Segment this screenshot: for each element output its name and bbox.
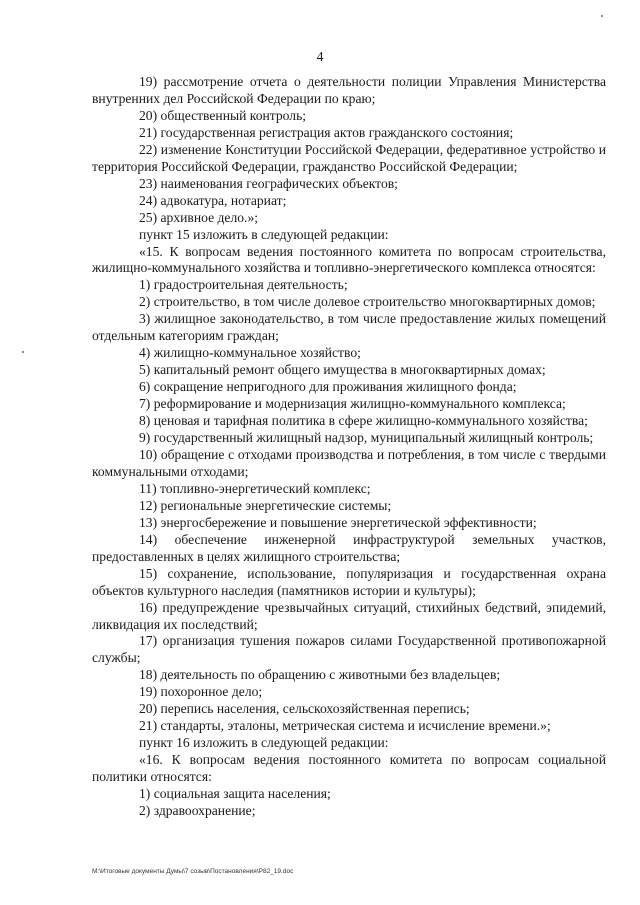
paragraph: 23) наименования географических объектов; bbox=[139, 175, 398, 191]
paragraph: пункт 16 изложить в следующей редакции: bbox=[139, 735, 389, 751]
paragraph: 25) архивное дело.»; bbox=[139, 209, 259, 225]
paragraph: 16) предупреждение чрезвычайных ситуаций, стихийных бедствий, эпидемий, ликвидация их последствий; bbox=[92, 599, 606, 632]
document-body bbox=[92, 74, 606, 820]
paragraph: 22) изменение Конституции Российской Федерации, федеративное устройство и территория Российской Федерации, гражданство Российской Федерации; bbox=[92, 141, 606, 174]
paragraph: пункт 15 изложить в следующей редакции: bbox=[139, 226, 389, 242]
paragraph: 21) стандарты, эталоны, метрическая система и исчисление времени.»; bbox=[139, 718, 551, 734]
paragraph: 21) государственная регистрация актов гражданского состояния; bbox=[139, 124, 514, 140]
paragraph: 20) перепись населения, сельскохозяйственная перепись; bbox=[139, 701, 470, 717]
paragraph: 18) деятельность по обращению с животными без владельцев; bbox=[139, 667, 501, 683]
paragraph: 14) обеспечение инженерной инфраструктурой земельных участков, предоставленных в целях жилищного строительства; bbox=[92, 531, 606, 564]
paragraph: 6) сокращение непригодного для проживания жилищного фонда; bbox=[139, 379, 517, 395]
paragraph: 11) топливно-энергетический комплекс; bbox=[139, 480, 371, 496]
file-path-footer: M:\Итоговые документы Думы\7 созыв\Постановления\Р82_19.doc bbox=[92, 868, 294, 875]
paragraph: 19) похоронное дело; bbox=[139, 684, 263, 700]
paragraph: 9) государственный жилищный надзор, муниципальный жилищный контроль; bbox=[139, 430, 594, 446]
scan-mark-top-right bbox=[601, 15, 603, 17]
paragraph: 13) энергосбережение и повышение энергетической эффективности; bbox=[139, 514, 537, 530]
paragraph: 19) рассмотрение отчета о деятельности полиции Управления Министерства внутренних дел Российской Федерации по краю; bbox=[92, 74, 606, 106]
paragraph: 17) организация тушения пожаров силами Государственной противопожарной службы; bbox=[92, 633, 606, 666]
paragraph: 3) жилищное законодательство, в том числе предоставление жилых помещений отдельным категориям граждан; bbox=[92, 311, 606, 344]
paragraph: 24) адвокатура, нотариат; bbox=[139, 192, 287, 208]
paragraph: 2) здравоохранение; bbox=[139, 802, 256, 818]
paragraph: «16. К вопросам ведения постоянного комитета по вопросам социальной политики относятся: bbox=[92, 752, 606, 785]
paragraph: 12) региональные энергетические системы; bbox=[139, 497, 392, 513]
paragraph: 7) реформирование и модернизация жилищно-коммунального комплекса; bbox=[139, 396, 566, 412]
paragraph: 2) строительство, в том числе долевое строительство многоквартирных домов; bbox=[139, 294, 596, 310]
page-number: 4 bbox=[316, 50, 324, 65]
paragraph: «15. К вопросам ведения постоянного комитета по вопросам строительства, жилищно-коммунального хозяйства и топливно-энергетического комплекса относятся: bbox=[92, 243, 606, 276]
paragraph: 4) жилищно-коммунальное хозяйство; bbox=[139, 345, 361, 361]
paragraph: 10) обращение с отходами производства и потребления, в том числе с твердыми коммунальными отходами; bbox=[92, 446, 606, 479]
paragraph: 20) общественный контроль; bbox=[139, 107, 307, 123]
paragraph: 5) капитальный ремонт общего имущества в многоквартирных домах; bbox=[139, 362, 546, 378]
scan-mark-left bbox=[22, 351, 24, 353]
paragraph: 1) градостроительная деятельность; bbox=[139, 277, 348, 293]
paragraph: 8) ценовая и тарифная политика в сфере жилищно-коммунального хозяйства; bbox=[139, 413, 588, 429]
paragraph: 15) сохранение, использование, популяризация и государственная охрана объектов культурного наследия (памятников истории и культуры); bbox=[92, 565, 606, 598]
paragraph: 1) социальная защита населения; bbox=[139, 786, 331, 802]
